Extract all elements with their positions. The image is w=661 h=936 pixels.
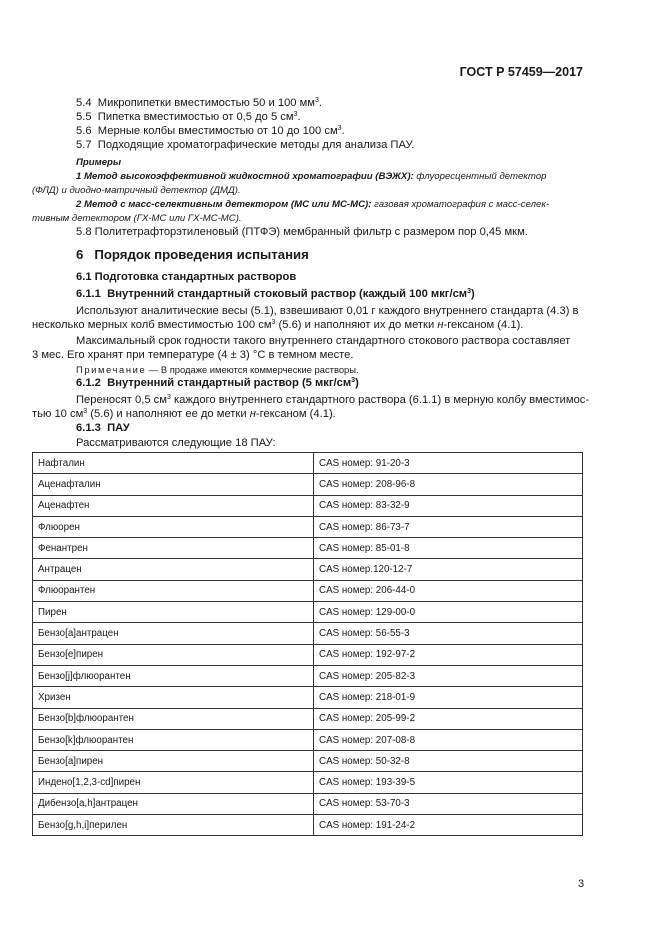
cas-number-cell: CAS номер: 191-24-2 <box>314 815 583 836</box>
pah-name-cell: Бензо[j]флюорантен <box>33 665 314 686</box>
table-row <box>33 793 583 814</box>
section-6-heading <box>76 247 309 262</box>
table-row <box>33 559 583 580</box>
cas-number-cell: CAS номер: 53-70-3 <box>314 793 583 814</box>
cas-number-cell: CAS номер: 91-20-3 <box>314 453 583 474</box>
table-row <box>33 815 583 836</box>
list-item-text-end: . <box>297 111 301 123</box>
pah-name-cell: Бензо[а]пирен <box>33 751 314 772</box>
cas-number-cell: CAS номер: 50-32-8 <box>314 751 583 772</box>
cas-number-cell: CAS номер: 86-73-7 <box>314 516 583 537</box>
list-item-text-end: . <box>341 125 345 137</box>
list-item-text: Микропипетки вместимостью 50 и 100 мм <box>97 97 316 109</box>
list-item-5-7 <box>76 138 414 152</box>
example-text: флуоресцентный детектор <box>416 171 547 182</box>
list-item-text-end: . <box>318 97 323 109</box>
subsection-number: 6.1.1 <box>76 288 101 300</box>
example-2-line-2: тивным детектором (ГХ-МС или ГХ-МС-МС). <box>32 213 242 224</box>
note <box>76 364 359 375</box>
table-row <box>33 495 583 516</box>
list-item-5-6 <box>76 124 345 138</box>
paragraph-6-1-2-line-1 <box>76 393 589 407</box>
pah-name-cell: Бензо[g,h,i]перилен <box>33 815 314 836</box>
list-item-number: 5.7 <box>76 139 92 151</box>
list-item-text: Мерные колбы вместимостью от 10 до 100 см <box>97 125 338 137</box>
superscript: 3 <box>467 288 471 295</box>
table-row <box>33 751 583 772</box>
table-row <box>33 772 583 793</box>
doc-id-header: ГОСТ Р 57459—2017 <box>459 65 583 79</box>
subsection-number: 6.1.3 <box>76 422 101 434</box>
text-part: (5.6) и наполняют их до метки <box>275 319 438 331</box>
examples-title: Примеры <box>76 157 122 168</box>
superscript: 3 <box>271 319 276 326</box>
pah-name-cell: Бензо[е]пирен <box>33 644 314 665</box>
cas-number-cell: CAS номер.120-12-7 <box>314 559 583 580</box>
example-1-line-2: (ФЛД) и диодно-матричный детектор (ДМД). <box>32 185 241 196</box>
subsection-title: Внутренний стандартный раствор (5 мкг/см <box>107 377 352 389</box>
cas-number-cell: CAS номер: 218-01-9 <box>314 687 583 708</box>
superscript: 3 <box>83 408 88 415</box>
pah-name-cell: Аценафтен <box>33 495 314 516</box>
text-part: (5.6) и наполняют ее до метки <box>87 408 250 420</box>
superscript: 3 <box>293 111 298 118</box>
text-part: несколько мерных колб вместимостью 100 см <box>32 319 272 331</box>
superscript: 3 <box>351 377 356 384</box>
superscript: 3 <box>315 97 319 104</box>
pah-name-cell: Бензо[а]антрацен <box>33 623 314 644</box>
cas-number-cell: CAS номер: 208-96-8 <box>314 474 583 495</box>
table-row <box>33 623 583 644</box>
table-row <box>33 687 583 708</box>
example-label: Метод с масс-селективным детектором (МС или МС-МС): <box>84 199 372 210</box>
list-item-text: Пипетка вместимостью от 0,5 до 5 см <box>97 111 294 123</box>
superscript: 3 <box>166 394 171 401</box>
text-part: тью 10 см <box>32 408 84 420</box>
text-part: -гексаном (4.1). <box>443 319 524 331</box>
cas-number-cell: CAS номер: 205-99-2 <box>314 708 583 729</box>
paragraph-6-1-1-line-2 <box>32 318 523 332</box>
subsection-title: Внутренний стандартный стоковый раствор (каждый 100 мкг/см <box>107 288 468 300</box>
example-number: 1 <box>76 171 82 182</box>
pah-intro: Рассматриваются следующие 18 ПАУ: <box>76 437 276 449</box>
pah-name-cell: Флюорен <box>33 516 314 537</box>
subsection-6-1-1-heading <box>76 288 475 300</box>
note-label: Примечание <box>76 364 147 375</box>
italic-letter: н <box>437 319 444 331</box>
subsection-6-1-3-heading <box>76 422 130 434</box>
cas-number-cell: CAS номер: 205-82-3 <box>314 665 583 686</box>
pah-name-cell: Флюорантен <box>33 580 314 601</box>
section-number: 6 <box>76 247 84 262</box>
cas-number-cell: CAS номер: 56-55-3 <box>314 623 583 644</box>
list-item-5-4 <box>76 96 322 110</box>
subsection-number: 6.1.2 <box>76 377 101 389</box>
example-number: 2 <box>76 199 82 210</box>
subsection-title: ПАУ <box>107 422 130 434</box>
cas-number-cell: CAS номер: 193-39-5 <box>314 772 583 793</box>
cas-number-cell: CAS номер: 83-32-9 <box>314 495 583 516</box>
example-label: Метод высокоэффективной жидкостной хроматографии (ВЭЖХ): <box>84 171 414 182</box>
pah-table <box>32 452 583 836</box>
pah-name-cell: Дибензо[a,h]антрацен <box>33 793 314 814</box>
list-item-5-5 <box>76 110 301 124</box>
paragraph-6-1-2-line-2 <box>32 407 336 421</box>
subsection-title-end: ) <box>470 288 475 300</box>
subsection-6-1-2-heading <box>76 377 359 389</box>
page-number: 3 <box>578 878 585 890</box>
cas-number-cell: CAS номер: 206-44-0 <box>314 580 583 601</box>
section-title: Порядок проведения испытания <box>94 247 309 262</box>
table-row <box>33 453 583 474</box>
cas-number-cell: CAS номер: 129-00-0 <box>314 602 583 623</box>
example-1-line-1 <box>76 170 547 183</box>
list-item-number: 5.4 <box>76 97 92 109</box>
text-part: каждого внутреннего стандартного раствора (6.1.1) в мерную колбу вместимос- <box>170 394 590 406</box>
pah-name-cell: Аценафталин <box>33 474 314 495</box>
table-row <box>33 729 583 750</box>
pah-name-cell: Пирен <box>33 602 314 623</box>
superscript: 3 <box>337 125 342 132</box>
table-row <box>33 665 583 686</box>
pah-name-cell: Фенантрен <box>33 538 314 559</box>
paragraph-6-1-1-line-1: Используют аналитические весы (5.1), взвешивают 0,01 г каждого внутреннего стандарта (4.3) в <box>76 305 579 317</box>
pah-name-cell: Бензо[k]флюорантен <box>33 729 314 750</box>
list-item-text: Подходящие хроматографические методы для анализа ПАУ. <box>97 139 415 151</box>
table-row <box>33 538 583 559</box>
list-item-5-8: 5.8 Политетрафторэтиленовый (ПТФЭ) мембранный фильтр с размером пор 0,45 мкм. <box>76 226 528 238</box>
pah-name-cell: Нафталин <box>33 453 314 474</box>
subsection-title-end: ) <box>355 377 359 389</box>
cas-number-cell: CAS номер: 207-08-8 <box>314 729 583 750</box>
cas-number-cell: CAS номер: 85-01-8 <box>314 538 583 559</box>
text-part: -гексаном (4.1). <box>255 408 336 420</box>
list-item-number: 5.5 <box>76 111 92 123</box>
pah-name-cell: Антрацен <box>33 559 314 580</box>
text-part: Переносят 0,5 см <box>76 394 167 406</box>
table-row <box>33 602 583 623</box>
example-text: газовая хроматография с масс-селек- <box>374 199 550 210</box>
paragraph-6-1-1-2-line-2: 3 мес. Его хранят при температуре (4 ± 3) °С в темном месте. <box>32 349 354 361</box>
table-row <box>33 516 583 537</box>
pah-name-cell: Бензо[b]флюорантен <box>33 708 314 729</box>
table-row <box>33 644 583 665</box>
pah-name-cell: Хризен <box>33 687 314 708</box>
note-text: — В продаже имеются коммерческие растворы. <box>146 364 359 375</box>
table-row <box>33 708 583 729</box>
italic-letter: н <box>249 408 256 420</box>
paragraph-6-1-1-2-line-1: Максимальный срок годности такого внутреннего стандартного стокового раствора составляет <box>76 335 571 347</box>
pah-name-cell: Индено[1,2,3-cd]пирен <box>33 772 314 793</box>
table-row <box>33 580 583 601</box>
list-item-number: 5.6 <box>76 125 92 137</box>
example-2-line-1 <box>76 198 549 211</box>
table-row <box>33 474 583 495</box>
cas-number-cell: CAS номер: 192-97-2 <box>314 644 583 665</box>
subsection-6-1-heading: 6.1 Подготовка стандартных растворов <box>76 271 297 283</box>
